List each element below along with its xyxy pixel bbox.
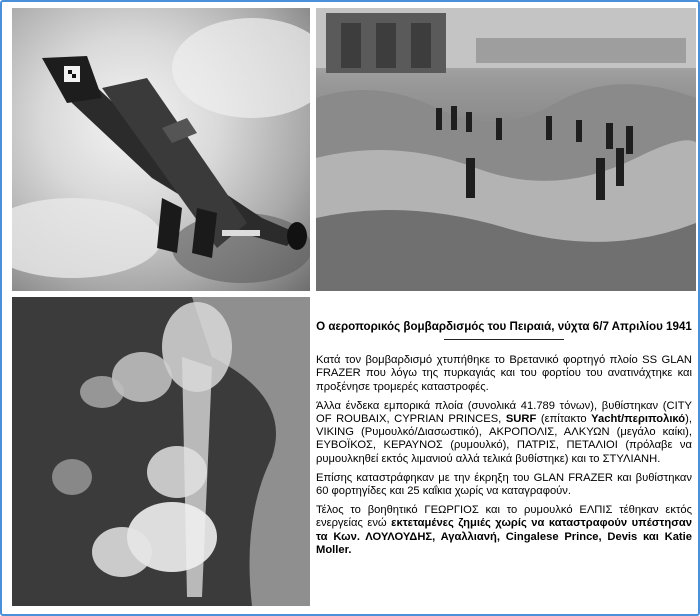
paragraph-4-text-a: Τέλος το βοηθητικό ΓΕΩΡΓΙΟΣ και το ρυμουλκό ΕΛΠΙΣ τέθηκαν εκτός ενεργείας ενώ [316, 504, 692, 530]
stuka-photo [12, 8, 310, 291]
paragraph-2-bold-surf: SURF [505, 413, 537, 426]
paragraph-1: Κατά τον βομβαρδισμό χτυπήθηκε το Βρετανικό φορτηγό πλοίο SS GLAN FRAZER που λόγω της πυρκαγιάς και του φορτίου του ανατινάχτηκε και προξένησε τρομερές καταστροφές. [316, 354, 692, 393]
paragraph-2 [316, 400, 692, 466]
paragraph-2-text-a: Άλλα ένδεκα εμπορικά πλοία (συνολικά 41.789 τόνων), βυθίστηκαν (CITY OF ROUBAIX, CYPRIAN PRINCES, [316, 399, 692, 426]
paragraph-2-text-c: (επίτακτο [536, 413, 592, 426]
paragraph-4-bold: εκτεταμένες ζημιές χωρίς να καταστραφούν υπέστησαν τα Κων. ΛΟΥΛΟΥΔΗΣ, Αγαλλιανή, Cingalese Prince, Devis και Katie Moller. [316, 517, 692, 556]
article-title: Ο αεροπορικός βομβαρδισμός του Πειραιά, νύχτα 6/7 Απριλίου 1941 [316, 320, 692, 333]
article [316, 320, 692, 563]
paragraph-2-text-e: ), VIKING (Ρυμουλκό/Διασωστικό), ΑΚΡΟΠΟΛΙΣ, ΑΛΚΥΩΝ (μεγάλο καίκι), ΕΥΒΟΪΚΟΣ, ΚΕΡΑΥΝΟΣ (ρυμουλκό), ΠΑΤΡΙΣ, ΠΕΤΑΛΙΟΙ (πρόλαβε να ρυμουλκηθεί εκτός λιμανιού αλλά τελικά βυθίστηκε) και το ΣΤΥΛΙΑΝΗ. [316, 413, 692, 465]
paragraph-3: Επίσης καταστράφηκαν με την έκρηξη του GLAN FRAZER και βυθίστηκαν 60 φορτηγίδες και 25 καΐκια χωρίς να καταγραφούν. [316, 471, 692, 498]
aerial-illustration [12, 297, 310, 606]
paragraph-4 [316, 504, 692, 557]
title-divider [444, 339, 564, 340]
stuka-illustration [12, 8, 310, 291]
paragraph-2-bold-yacht: Yacht/περιπολικό [591, 413, 686, 426]
aerial-photo [12, 297, 310, 606]
ruins-photo [316, 8, 696, 291]
ruins-illustration [316, 8, 696, 291]
